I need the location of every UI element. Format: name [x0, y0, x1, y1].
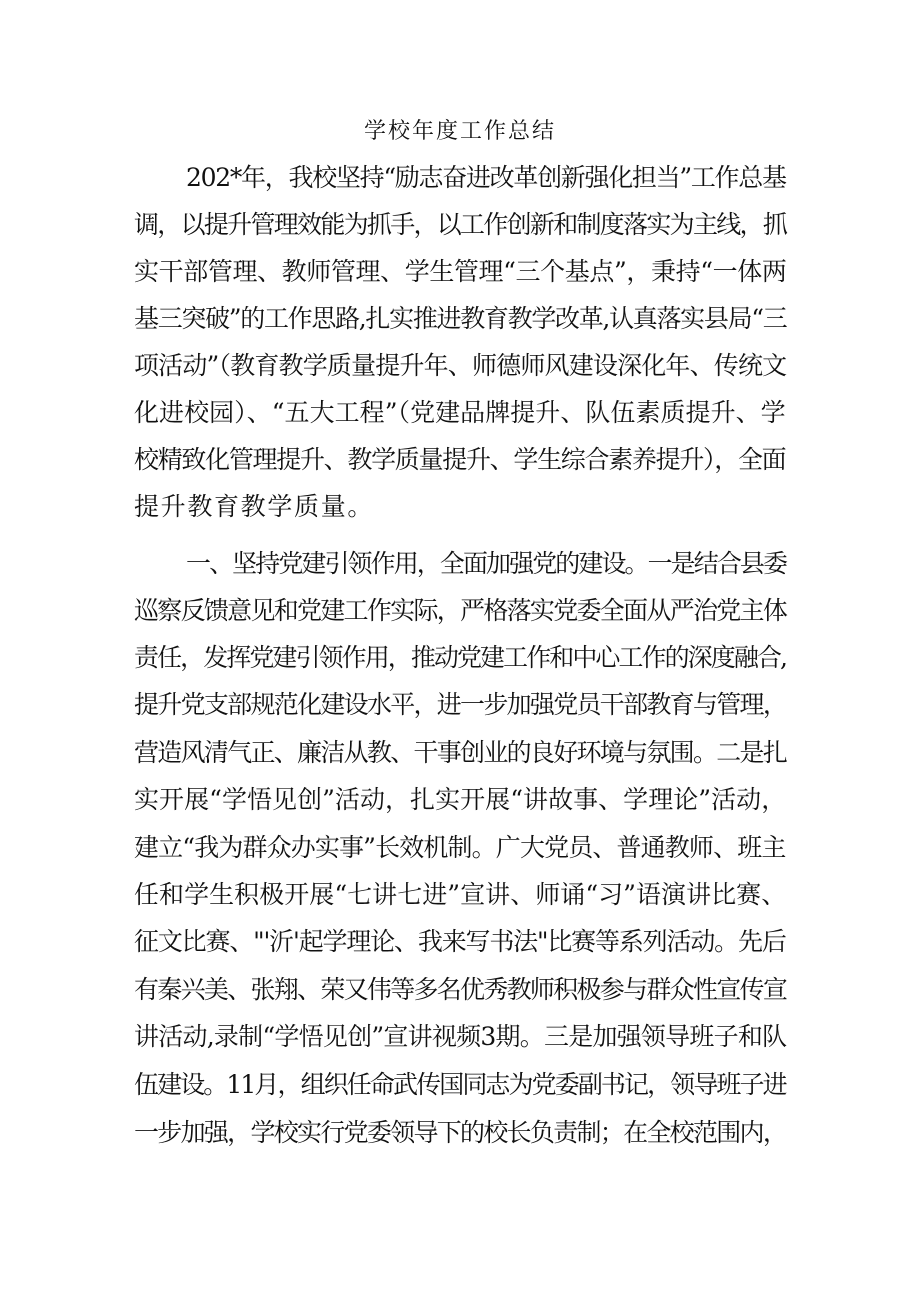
- body-line: 责任，发挥党建引领作用，推动党建工作和中心工作的深度融合,: [134, 643, 786, 672]
- body-line: 实开展“学悟见创”活动，扎实开展“讲故事、学理论”活动，: [134, 785, 787, 814]
- body-line: 一、坚持党建引领作用，全面加强党的建设。一是结合县委: [186, 549, 787, 578]
- body-line: 实干部管理、教师管理、学生管理“三个基点”，秉持“一体两: [134, 257, 787, 286]
- body-line: 调，以提升管理效能为抓手，以工作创新和制度落实为主线，抓: [134, 210, 787, 239]
- body-line: 基三突破”的工作思路,扎实推进教育教学改革,认真落实县局“三: [134, 304, 787, 333]
- body-line: 巡察反馈意见和党建工作实际，严格落实党委全面从严治党主体: [134, 596, 787, 625]
- document-title: 学校年度工作总结: [363, 119, 556, 144]
- body-line: 讲活动,录制“学悟见创”宣讲视频3期。三是加强领导班子和队: [134, 1022, 787, 1051]
- body-line: 有秦兴美、张翔、荣又伟等多名优秀教师积极参与群众性宣传宣: [134, 975, 787, 1004]
- body-line: 化进校园）、“五大工程”（党建品牌提升、队伍素质提升、学: [134, 398, 786, 427]
- body-line: 任和学生积极开展“七讲七进”宣讲、师诵“习”语演讲比赛、: [134, 880, 787, 909]
- body-line: 营造风清气正、廉洁从教、干事创业的良好环境与氛围。二是扎: [134, 738, 787, 767]
- body-line: 项活动”（教育教学质量提升年、师德师风建设深化年、传统文: [134, 351, 787, 380]
- body-line: 征文比赛、"'沂'起学理论、我来写书法"比赛等系列活动。先后: [134, 927, 786, 956]
- body-line: 伍建设。11月，组织任命武传国同志为党委副书记，领导班子进: [134, 1070, 786, 1099]
- body-line: 提升党支部规范化建设水平，进一步加强党员干部教育与管理，: [134, 690, 787, 719]
- body-line: 202*年，我校坚持“励志奋进改革创新强化担当”工作总基: [186, 163, 786, 192]
- body-line: 提升教育教学质量。: [134, 492, 375, 521]
- body-line: 校精致化管理提升、教学质量提升、学生综合素养提升），全面: [134, 445, 786, 474]
- body-line: 建立“我为群众办实事”长效机制。广大党员、普通教师、班主: [134, 833, 786, 862]
- body-line: 一步加强，学校实行党委领导下的校长负责制；在全校范围内，: [134, 1118, 787, 1147]
